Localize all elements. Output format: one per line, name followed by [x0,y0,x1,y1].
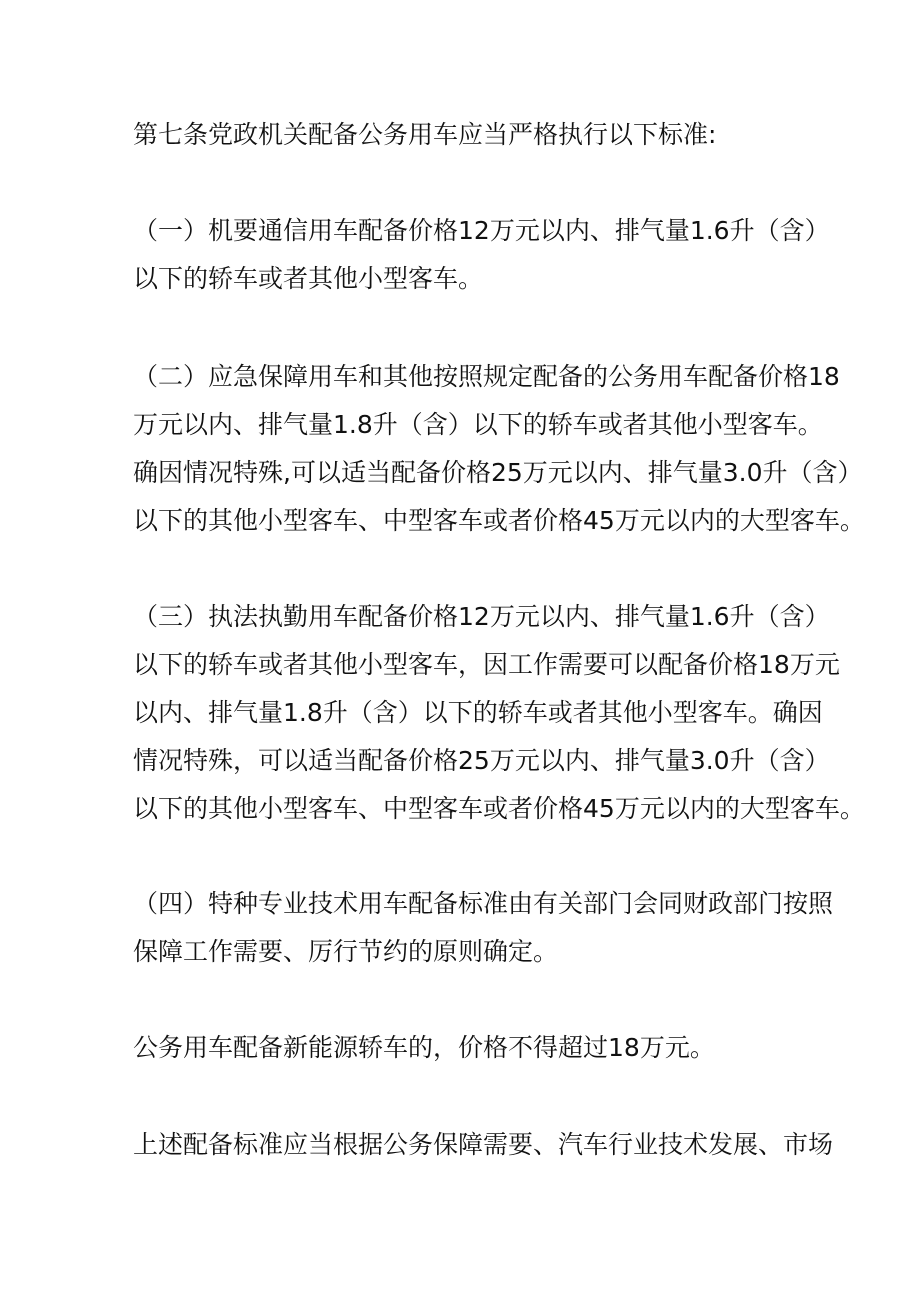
clause-4-line-1: （四）特种专业技术用车配备标准由有关部门会同财政部门按照 [133,889,834,918]
clause-3-line-5: 以下的其他小型客车、中型客车或者价格45万元以内的大型客车。 [133,794,865,823]
clause-2-line-4: 以下的其他小型客车、中型客车或者价格45万元以内的大型客车。 [133,506,865,535]
clause-3-line-3: 以内、排气量1.8升（含）以下的轿车或者其他小型客车。确因 [133,698,823,727]
clause-4-line-2: 保障工作需要、厉行节约的原则确定。 [133,937,559,966]
article-heading: 第七条党政机关配备公务用车应当严格执行以下标准: [133,120,717,149]
adjustment-paragraph-line-1: 上述配备标准应当根据公务保障需要、汽车行业技术发展、市场 [133,1130,834,1159]
clause-1-line-2: 以下的轿车或者其他小型客车。 [133,264,484,293]
clause-3-line-2: 以下的轿车或者其他小型客车，因工作需要可以配备价格18万元 [133,650,840,679]
clause-2-line-2: 万元以内、排气量1.8升（含）以下的轿车或者其他小型客车。 [133,410,823,439]
clause-1-line-1: （一）机要通信用车配备价格12万元以内、排气量1.6升（含） [133,216,830,245]
clause-3-line-4: 情况特殊，可以适当配备价格25万元以内、排气量3.0升（含） [133,746,830,775]
clause-3-line-1: （三）执法执勤用车配备价格12万元以内、排气量1.6升（含） [133,602,830,631]
clause-2-line-3: 确因情况特殊,可以适当配备价格25万元以内、排气量3.0升（含） [133,458,863,487]
new-energy-paragraph: 公务用车配备新能源轿车的，价格不得超过18万元。 [133,1033,715,1062]
clause-2-line-1: （二）应急保障用车和其他按照规定配备的公务用车配备价格18 [133,362,840,391]
